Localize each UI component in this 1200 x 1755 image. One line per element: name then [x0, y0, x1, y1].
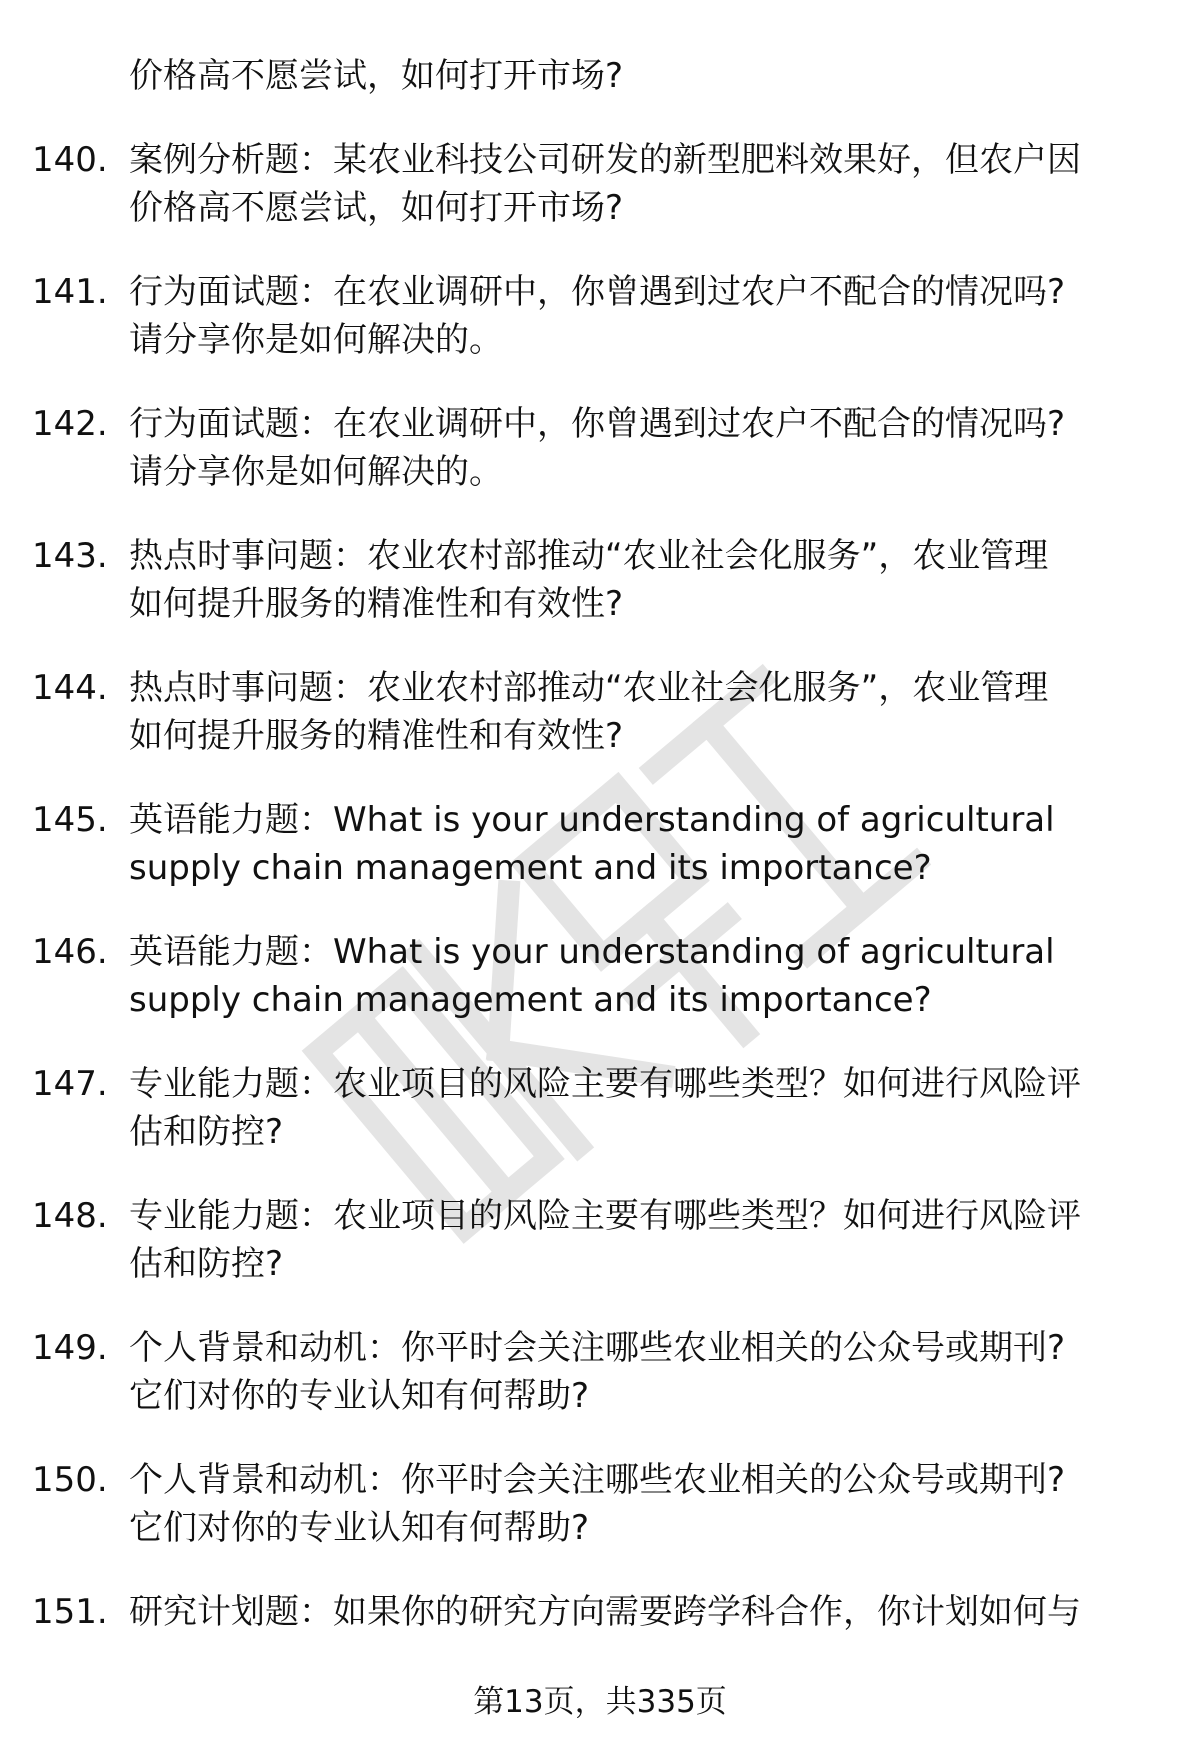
list-item: [0, 136, 1200, 232]
page-footer: 第13页，共335页: [473, 1684, 727, 1720]
item-line: 估和防控?: [129, 1244, 284, 1284]
list-item: [0, 1588, 1200, 1636]
item-line: 个人背景和动机：你平时会关注哪些农业相关的公众号或期刊?: [129, 1328, 1066, 1368]
item-line: 英语能力题：What is your understanding of agricultural: [129, 932, 1055, 972]
continued-line: 价格高不愿尝试，如何打开市场?: [129, 56, 624, 96]
item-number: 143.: [32, 536, 108, 576]
list-item: [0, 1060, 1200, 1156]
item-number: 144.: [32, 668, 108, 708]
item-line: 个人背景和动机：你平时会关注哪些农业相关的公众号或期刊?: [129, 1460, 1066, 1500]
item-line: 英语能力题：What is your understanding of agricultural: [129, 800, 1055, 840]
item-line: 行为面试题：在农业调研中，你曾遇到过农户不配合的情况吗?: [129, 272, 1066, 312]
item-number: 146.: [32, 932, 108, 972]
item-number: 147.: [32, 1064, 108, 1104]
item-line: 如何提升服务的精准性和有效性?: [129, 716, 624, 756]
item-line: supply chain management and its importance?: [129, 848, 932, 888]
item-number: 148.: [32, 1196, 108, 1236]
item-number: 141.: [32, 272, 108, 312]
item-line: 案例分析题：某农业科技公司研发的新型肥料效果好，但农户因: [129, 140, 1081, 180]
item-line: 它们对你的专业认知有何帮助?: [129, 1376, 590, 1416]
item-text: [129, 400, 1139, 496]
list-item: [0, 268, 1200, 364]
item-text: [129, 268, 1139, 364]
item-line: 估和防控?: [129, 1112, 284, 1152]
item-text: [129, 928, 1139, 1024]
list-item: [0, 928, 1200, 1024]
item-number: 149.: [32, 1328, 108, 1368]
item-line: 请分享你是如何解决的。: [129, 452, 503, 492]
list-item: [0, 796, 1200, 892]
item-text: [129, 1060, 1139, 1156]
list-item: [0, 1192, 1200, 1288]
item-line: 热点时事问题：农业农村部推动“农业社会化服务”，农业管理: [129, 668, 1049, 708]
question-list: [0, 52, 1200, 1636]
item-text: [129, 1192, 1139, 1288]
item-line: 行为面试题：在农业调研中，你曾遇到过农户不配合的情况吗?: [129, 404, 1066, 444]
item-text: [129, 796, 1139, 892]
item-line: 专业能力题：农业项目的风险主要有哪些类型？如何进行风险评: [129, 1196, 1081, 1236]
item-text: [129, 136, 1139, 232]
item-line: 研究计划题：如果你的研究方向需要跨学科合作，你计划如何与: [129, 1592, 1081, 1632]
item-line: 如何提升服务的精准性和有效性?: [129, 584, 624, 624]
item-text: [129, 532, 1139, 628]
item-line: 热点时事问题：农业农村部推动“农业社会化服务”，农业管理: [129, 536, 1049, 576]
list-item: [0, 1456, 1200, 1552]
item-line: 价格高不愿尝试，如何打开市场?: [129, 188, 624, 228]
item-number: 150.: [32, 1460, 108, 1500]
item-line: 请分享你是如何解决的。: [129, 320, 503, 360]
item-text: [129, 664, 1139, 760]
item-number: 145.: [32, 800, 108, 840]
item-text: [129, 1456, 1139, 1552]
item-line: 它们对你的专业认知有何帮助?: [129, 1508, 590, 1548]
item-text: [129, 1324, 1139, 1420]
list-item: [0, 400, 1200, 496]
item-number: 140.: [32, 140, 108, 180]
item-text: [129, 1588, 1139, 1636]
item-number: 142.: [32, 404, 108, 444]
item-number: 151.: [32, 1592, 108, 1632]
item-line: supply chain management and its importance?: [129, 980, 932, 1020]
item-line: 专业能力题：农业项目的风险主要有哪些类型？如何进行风险评: [129, 1064, 1081, 1104]
list-item: [0, 532, 1200, 628]
list-item: [0, 664, 1200, 760]
list-item: [0, 1324, 1200, 1420]
